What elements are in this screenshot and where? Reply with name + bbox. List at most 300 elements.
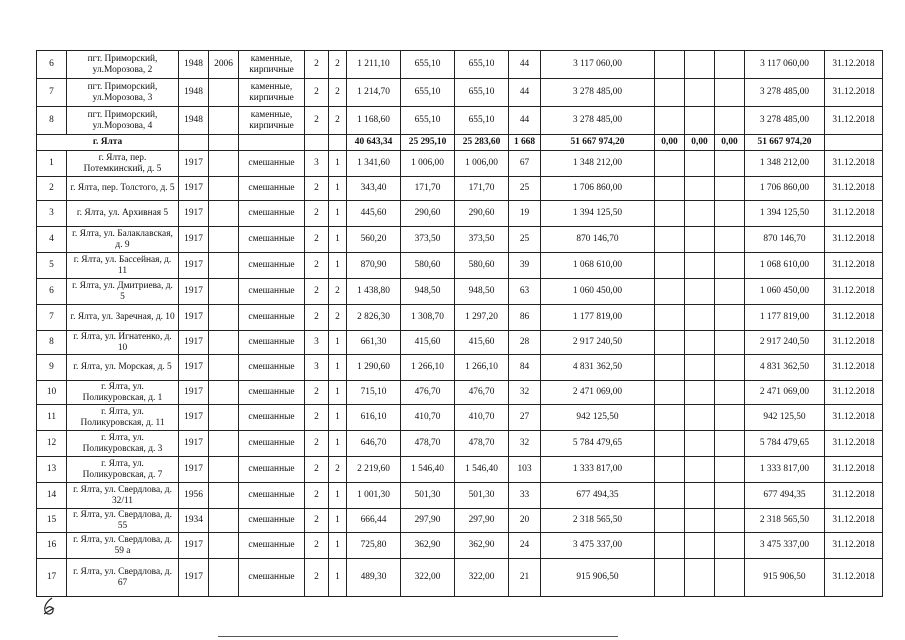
reconstruction-year-cell — [209, 79, 239, 107]
empty-cell — [179, 135, 209, 151]
row-number-cell: 7 — [37, 79, 67, 107]
area-living-cell: 580,60 — [401, 253, 455, 279]
floors-cell: 2 — [305, 227, 329, 253]
cost-extra-2-cell — [685, 331, 715, 355]
total-cost-cell: 1 348 212,00 — [745, 151, 825, 177]
cost-extra-3-cell — [715, 483, 745, 509]
floors-cell: 2 — [305, 305, 329, 331]
cost-extra-1-cell — [655, 457, 685, 483]
residents-cell: 103 — [509, 457, 541, 483]
cost-extra-1-cell — [655, 201, 685, 227]
build-year-cell: 1934 — [179, 509, 209, 533]
handwritten-page-mark — [42, 596, 56, 616]
area-total-cell: 445,60 — [347, 201, 401, 227]
row-number-cell: 15 — [37, 509, 67, 533]
reconstruction-year-cell — [209, 559, 239, 597]
reconstruction-year-cell — [209, 509, 239, 533]
wall-material-cell: смешанные — [239, 253, 305, 279]
cost-extra-1-cell — [655, 227, 685, 253]
entrances-cell: 2 — [329, 79, 347, 107]
cost-extra-2-cell — [685, 151, 715, 177]
area-living-cell: 1 006,00 — [401, 151, 455, 177]
build-year-cell: 1917 — [179, 151, 209, 177]
address-cell: г. Ялта, ул. Свердлова, д. 32/11 — [67, 483, 179, 509]
cost-extra-2-cell — [685, 51, 715, 79]
table-row — [37, 509, 883, 533]
cost-extra-1-cell — [655, 305, 685, 331]
total-cost-cell: 915 906,50 — [745, 559, 825, 597]
area-total-cell: 1 168,60 — [347, 107, 401, 135]
area-living-cell: 362,90 — [401, 533, 455, 559]
residents-cell: 25 — [509, 227, 541, 253]
area-living-cell: 1 308,70 — [401, 305, 455, 331]
cost-cell: 870 146,70 — [541, 227, 655, 253]
address-cell: г. Ялта, ул. Поликуровская, д. 7 — [67, 457, 179, 483]
table-row — [37, 253, 883, 279]
area-total-cell: 646,70 — [347, 431, 401, 457]
cost-cell: 1 068 610,00 — [541, 253, 655, 279]
area-living-cell: 1 266,10 — [401, 355, 455, 381]
subtotal-c1: 0,00 — [655, 135, 685, 151]
table-row — [37, 483, 883, 509]
build-year-cell: 1917 — [179, 405, 209, 431]
table-row — [37, 107, 883, 135]
residents-cell: 20 — [509, 509, 541, 533]
cost-extra-1-cell — [655, 509, 685, 533]
total-cost-cell: 677 494,35 — [745, 483, 825, 509]
entrances-cell: 1 — [329, 483, 347, 509]
cost-extra-2-cell — [685, 227, 715, 253]
residents-cell: 32 — [509, 431, 541, 457]
build-year-cell: 1917 — [179, 355, 209, 381]
cost-extra-2-cell — [685, 483, 715, 509]
floors-cell: 2 — [305, 107, 329, 135]
wall-material-cell: смешанные — [239, 431, 305, 457]
table-row — [37, 457, 883, 483]
build-year-cell: 1917 — [179, 457, 209, 483]
area-private-cell: 478,70 — [455, 431, 509, 457]
entrances-cell: 1 — [329, 201, 347, 227]
residents-cell: 67 — [509, 151, 541, 177]
residents-cell: 86 — [509, 305, 541, 331]
row-number-cell: 5 — [37, 253, 67, 279]
build-year-cell: 1917 — [179, 331, 209, 355]
floors-cell: 2 — [305, 431, 329, 457]
cost-extra-1-cell — [655, 107, 685, 135]
deadline-cell: 31.12.2018 — [825, 331, 883, 355]
row-number-cell: 11 — [37, 405, 67, 431]
wall-material-cell: смешанные — [239, 457, 305, 483]
table-row — [37, 151, 883, 177]
cost-extra-2-cell — [685, 509, 715, 533]
area-private-cell: 1 546,40 — [455, 457, 509, 483]
cost-cell: 3 117 060,00 — [541, 51, 655, 79]
deadline-cell: 31.12.2018 — [825, 201, 883, 227]
reconstruction-year-cell — [209, 405, 239, 431]
floors-cell: 2 — [305, 177, 329, 201]
reconstruction-year-cell — [209, 331, 239, 355]
deadline-cell: 31.12.2018 — [825, 355, 883, 381]
reconstruction-year-cell — [209, 107, 239, 135]
deadline-cell: 31.12.2018 — [825, 533, 883, 559]
table-row — [37, 331, 883, 355]
wall-material-cell: смешанные — [239, 279, 305, 305]
empty-cell — [825, 135, 883, 151]
build-year-cell: 1917 — [179, 559, 209, 597]
table-row — [37, 381, 883, 405]
deadline-cell: 31.12.2018 — [825, 457, 883, 483]
cost-cell: 5 784 479,65 — [541, 431, 655, 457]
total-cost-cell: 1 177 819,00 — [745, 305, 825, 331]
cost-extra-2-cell — [685, 381, 715, 405]
area-living-cell: 322,00 — [401, 559, 455, 597]
area-total-cell: 616,10 — [347, 405, 401, 431]
address-cell: г. Ялта, ул. Свердлова, д. 55 — [67, 509, 179, 533]
address-cell: г. Ялта, ул. Балаклавская, д. 9 — [67, 227, 179, 253]
cost-cell: 1 348 212,00 — [541, 151, 655, 177]
area-living-cell: 1 546,40 — [401, 457, 455, 483]
area-total-cell: 1 290,60 — [347, 355, 401, 381]
cost-extra-3-cell — [715, 177, 745, 201]
cost-extra-1-cell — [655, 431, 685, 457]
area-total-cell: 666,44 — [347, 509, 401, 533]
area-total-cell: 2 219,60 — [347, 457, 401, 483]
table-row — [37, 305, 883, 331]
floors-cell: 2 — [305, 405, 329, 431]
wall-material-cell: смешанные — [239, 405, 305, 431]
total-cost-cell: 2 471 069,00 — [745, 381, 825, 405]
build-year-cell: 1917 — [179, 381, 209, 405]
area-total-cell: 560,20 — [347, 227, 401, 253]
cost-extra-1-cell — [655, 253, 685, 279]
cost-extra-2-cell — [685, 253, 715, 279]
table-row — [37, 79, 883, 107]
address-cell: г. Ялта, пер. Толстого, д. 5 — [67, 177, 179, 201]
address-cell: г. Ялта, ул. Свердлова, д. 59 а — [67, 533, 179, 559]
area-total-cell: 715,10 — [347, 381, 401, 405]
table-row — [37, 201, 883, 227]
deadline-cell: 31.12.2018 — [825, 107, 883, 135]
address-cell: г. Ялта, пер. Потемкинский, д. 5 — [67, 151, 179, 177]
cost-extra-1-cell — [655, 79, 685, 107]
area-total-cell: 661,30 — [347, 331, 401, 355]
address-cell: г. Ялта, ул. Заречная, д. 10 — [67, 305, 179, 331]
table-body-yalta — [37, 151, 883, 597]
row-number-cell: 12 — [37, 431, 67, 457]
housing-table — [36, 50, 883, 597]
cost-cell: 3 475 337,00 — [541, 533, 655, 559]
deadline-cell: 31.12.2018 — [825, 559, 883, 597]
entrances-cell: 1 — [329, 151, 347, 177]
address-cell: г. Ялта, ул. Свердлова, д. 67 — [67, 559, 179, 597]
deadline-cell: 31.12.2018 — [825, 483, 883, 509]
cost-extra-2-cell — [685, 355, 715, 381]
area-private-cell: 322,00 — [455, 559, 509, 597]
floors-cell: 2 — [305, 559, 329, 597]
cost-cell: 2 917 240,50 — [541, 331, 655, 355]
area-living-cell: 290,60 — [401, 201, 455, 227]
row-number-cell: 16 — [37, 533, 67, 559]
table-row — [37, 279, 883, 305]
cost-cell: 1 333 817,00 — [541, 457, 655, 483]
wall-material-cell: каменные, кирпичные — [239, 51, 305, 79]
floors-cell: 2 — [305, 279, 329, 305]
residents-cell: 44 — [509, 51, 541, 79]
area-private-cell: 290,60 — [455, 201, 509, 227]
address-cell: пгт. Приморский, ул.Морозова, 4 — [67, 107, 179, 135]
floors-cell: 3 — [305, 151, 329, 177]
residents-cell: 21 — [509, 559, 541, 597]
floors-cell: 2 — [305, 253, 329, 279]
build-year-cell: 1917 — [179, 305, 209, 331]
address-cell: пгт. Приморский, ул.Морозова, 3 — [67, 79, 179, 107]
area-total-cell: 343,40 — [347, 177, 401, 201]
floors-cell: 2 — [305, 533, 329, 559]
row-number-cell: 8 — [37, 107, 67, 135]
cost-extra-3-cell — [715, 331, 745, 355]
empty-cell — [209, 135, 239, 151]
entrances-cell: 2 — [329, 107, 347, 135]
deadline-cell: 31.12.2018 — [825, 253, 883, 279]
residents-cell: 32 — [509, 381, 541, 405]
build-year-cell: 1948 — [179, 79, 209, 107]
area-total-cell: 870,90 — [347, 253, 401, 279]
subtotal-row — [37, 135, 883, 151]
area-private-cell: 580,60 — [455, 253, 509, 279]
residents-cell: 84 — [509, 355, 541, 381]
address-cell: г. Ялта, ул. Бассейная, д. 11 — [67, 253, 179, 279]
deadline-cell: 31.12.2018 — [825, 279, 883, 305]
wall-material-cell: смешанные — [239, 151, 305, 177]
cost-extra-1-cell — [655, 177, 685, 201]
entrances-cell: 2 — [329, 457, 347, 483]
reconstruction-year-cell: 2006 — [209, 51, 239, 79]
address-cell: г. Ялта, ул. Поликуровская, д. 1 — [67, 381, 179, 405]
cost-extra-3-cell — [715, 431, 745, 457]
build-year-cell: 1917 — [179, 201, 209, 227]
area-private-cell: 1 006,00 — [455, 151, 509, 177]
table-row — [37, 533, 883, 559]
entrances-cell: 1 — [329, 253, 347, 279]
area-living-cell: 948,50 — [401, 279, 455, 305]
cost-cell: 1 177 819,00 — [541, 305, 655, 331]
residents-cell: 33 — [509, 483, 541, 509]
entrances-cell: 1 — [329, 533, 347, 559]
total-cost-cell: 3 117 060,00 — [745, 51, 825, 79]
area-living-cell: 655,10 — [401, 79, 455, 107]
area-private-cell: 171,70 — [455, 177, 509, 201]
floors-cell: 2 — [305, 509, 329, 533]
cost-extra-3-cell — [715, 279, 745, 305]
cost-extra-3-cell — [715, 305, 745, 331]
wall-material-cell: смешанные — [239, 177, 305, 201]
footer-rule — [218, 636, 618, 637]
row-number-cell: 3 — [37, 201, 67, 227]
total-cost-cell: 4 831 362,50 — [745, 355, 825, 381]
build-year-cell: 1917 — [179, 431, 209, 457]
area-living-cell: 171,70 — [401, 177, 455, 201]
floors-cell: 3 — [305, 331, 329, 355]
area-living-cell: 410,70 — [401, 405, 455, 431]
cost-extra-2-cell — [685, 559, 715, 597]
wall-material-cell: смешанные — [239, 227, 305, 253]
floors-cell: 2 — [305, 51, 329, 79]
wall-material-cell: смешанные — [239, 381, 305, 405]
floors-cell: 3 — [305, 355, 329, 381]
area-private-cell: 948,50 — [455, 279, 509, 305]
table-row — [37, 559, 883, 597]
cost-extra-3-cell — [715, 457, 745, 483]
reconstruction-year-cell — [209, 533, 239, 559]
subtotal-c3: 0,00 — [715, 135, 745, 151]
deadline-cell: 31.12.2018 — [825, 227, 883, 253]
floors-cell: 2 — [305, 483, 329, 509]
cost-extra-1-cell — [655, 51, 685, 79]
entrances-cell: 1 — [329, 431, 347, 457]
area-private-cell: 501,30 — [455, 483, 509, 509]
cost-extra-2-cell — [685, 177, 715, 201]
cost-cell: 1 394 125,50 — [541, 201, 655, 227]
row-number-cell: 6 — [37, 51, 67, 79]
residents-cell: 28 — [509, 331, 541, 355]
row-number-cell: 14 — [37, 483, 67, 509]
area-living-cell: 501,30 — [401, 483, 455, 509]
table-body-primorsky — [37, 51, 883, 135]
empty-cell — [329, 135, 347, 151]
cost-extra-3-cell — [715, 559, 745, 597]
wall-material-cell: смешанные — [239, 483, 305, 509]
cost-extra-2-cell — [685, 405, 715, 431]
cost-cell: 2 471 069,00 — [541, 381, 655, 405]
total-cost-cell: 942 125,50 — [745, 405, 825, 431]
total-cost-cell: 1 394 125,50 — [745, 201, 825, 227]
reconstruction-year-cell — [209, 177, 239, 201]
cost-extra-1-cell — [655, 355, 685, 381]
total-cost-cell: 1 060 450,00 — [745, 279, 825, 305]
deadline-cell: 31.12.2018 — [825, 305, 883, 331]
area-total-cell: 2 826,30 — [347, 305, 401, 331]
cost-extra-3-cell — [715, 253, 745, 279]
address-cell: г. Ялта, ул. Поликуровская, д. 3 — [67, 431, 179, 457]
row-number-cell: 1 — [37, 151, 67, 177]
area-total-cell: 1 341,60 — [347, 151, 401, 177]
area-living-cell: 655,10 — [401, 51, 455, 79]
table-row — [37, 405, 883, 431]
cost-extra-1-cell — [655, 559, 685, 597]
area-total-cell: 1 214,70 — [347, 79, 401, 107]
total-cost-cell: 2 917 240,50 — [745, 331, 825, 355]
cost-cell: 915 906,50 — [541, 559, 655, 597]
subtotal-c2: 0,00 — [685, 135, 715, 151]
cost-cell: 4 831 362,50 — [541, 355, 655, 381]
total-cost-cell: 870 146,70 — [745, 227, 825, 253]
residents-cell: 24 — [509, 533, 541, 559]
reconstruction-year-cell — [209, 457, 239, 483]
residents-cell: 19 — [509, 201, 541, 227]
cost-cell: 1 706 860,00 — [541, 177, 655, 201]
area-private-cell: 655,10 — [455, 51, 509, 79]
wall-material-cell: смешанные — [239, 509, 305, 533]
residents-cell: 27 — [509, 405, 541, 431]
table-row — [37, 355, 883, 381]
area-living-cell: 478,70 — [401, 431, 455, 457]
table-row — [37, 227, 883, 253]
area-private-cell: 297,90 — [455, 509, 509, 533]
cost-cell: 3 278 485,00 — [541, 79, 655, 107]
cost-extra-2-cell — [685, 107, 715, 135]
row-number-cell: 10 — [37, 381, 67, 405]
subtotal-area-living: 25 295,10 — [401, 135, 455, 151]
empty-cell — [305, 135, 329, 151]
residents-cell: 44 — [509, 79, 541, 107]
area-total-cell: 489,30 — [347, 559, 401, 597]
reconstruction-year-cell — [209, 355, 239, 381]
residents-cell: 44 — [509, 107, 541, 135]
build-year-cell: 1917 — [179, 253, 209, 279]
reconstruction-year-cell — [209, 305, 239, 331]
area-total-cell: 1 211,10 — [347, 51, 401, 79]
area-total-cell: 1 001,30 — [347, 483, 401, 509]
build-year-cell: 1917 — [179, 279, 209, 305]
area-private-cell: 410,70 — [455, 405, 509, 431]
subtotal-label: г. Ялта — [37, 135, 179, 151]
address-cell: г. Ялта, ул. Поликуровская, д. 11 — [67, 405, 179, 431]
cost-cell: 677 494,35 — [541, 483, 655, 509]
wall-material-cell: смешанные — [239, 355, 305, 381]
address-cell: г. Ялта, ул. Архивная 5 — [67, 201, 179, 227]
cost-extra-3-cell — [715, 381, 745, 405]
deadline-cell: 31.12.2018 — [825, 431, 883, 457]
cost-cell: 2 318 565,50 — [541, 509, 655, 533]
entrances-cell: 1 — [329, 405, 347, 431]
row-number-cell: 17 — [37, 559, 67, 597]
reconstruction-year-cell — [209, 431, 239, 457]
total-cost-cell: 1 706 860,00 — [745, 177, 825, 201]
reconstruction-year-cell — [209, 279, 239, 305]
residents-cell: 63 — [509, 279, 541, 305]
entrances-cell: 1 — [329, 227, 347, 253]
cost-extra-3-cell — [715, 151, 745, 177]
cost-extra-1-cell — [655, 381, 685, 405]
subtotal-cost: 51 667 974,20 — [541, 135, 655, 151]
deadline-cell: 31.12.2018 — [825, 381, 883, 405]
cost-extra-2-cell — [685, 79, 715, 107]
area-living-cell: 655,10 — [401, 107, 455, 135]
area-private-cell: 655,10 — [455, 79, 509, 107]
total-cost-cell: 5 784 479,65 — [745, 431, 825, 457]
cost-extra-3-cell — [715, 51, 745, 79]
area-private-cell: 476,70 — [455, 381, 509, 405]
cost-extra-2-cell — [685, 457, 715, 483]
entrances-cell: 1 — [329, 331, 347, 355]
area-private-cell: 373,50 — [455, 227, 509, 253]
table-row — [37, 51, 883, 79]
table-row — [37, 431, 883, 457]
floors-cell: 2 — [305, 79, 329, 107]
floors-cell: 2 — [305, 457, 329, 483]
row-number-cell: 13 — [37, 457, 67, 483]
residents-cell: 25 — [509, 177, 541, 201]
build-year-cell: 1948 — [179, 51, 209, 79]
entrances-cell: 2 — [329, 279, 347, 305]
subtotal-residents: 1 668 — [509, 135, 541, 151]
total-cost-cell: 2 318 565,50 — [745, 509, 825, 533]
entrances-cell: 1 — [329, 509, 347, 533]
reconstruction-year-cell — [209, 151, 239, 177]
cost-extra-2-cell — [685, 431, 715, 457]
area-private-cell: 1 297,20 — [455, 305, 509, 331]
table-row — [37, 177, 883, 201]
